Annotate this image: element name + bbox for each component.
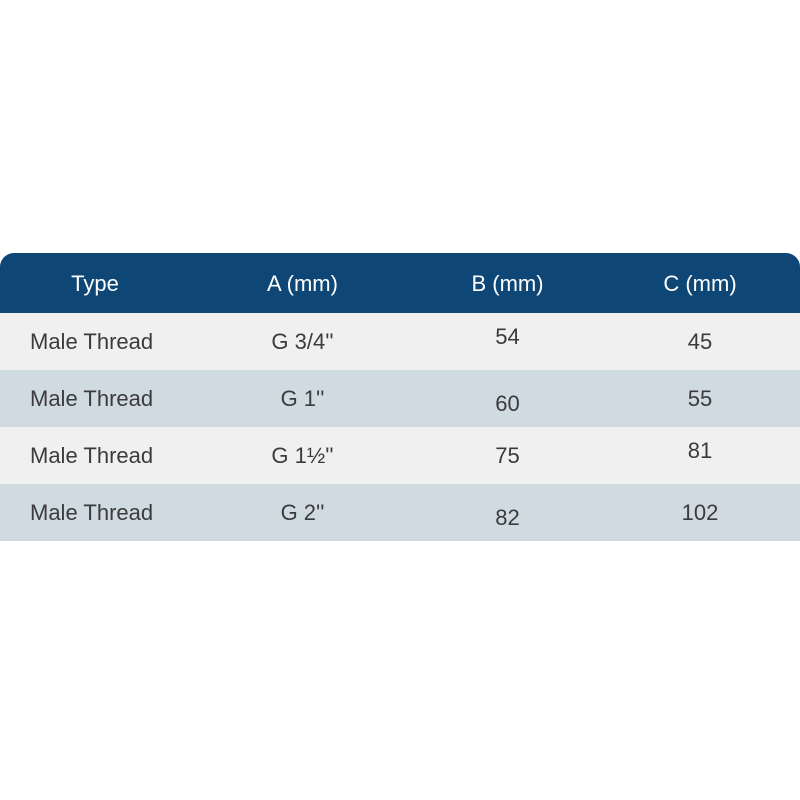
cell-b [415, 313, 600, 370]
cell-c [600, 370, 800, 427]
cell-a-text: G 1½'' [271, 442, 334, 468]
cell-c-text: 55 [687, 385, 713, 411]
header-type: Type [0, 253, 190, 313]
table-row [0, 484, 800, 541]
cell-a [190, 427, 415, 484]
table-row [0, 313, 800, 370]
cell-type-text: Male Thread [30, 442, 154, 468]
cell-a-text: G 1'' [280, 385, 325, 411]
cell-a [190, 484, 415, 541]
cell-type-text: Male Thread [30, 385, 154, 411]
cell-b [415, 427, 600, 484]
cell-type [0, 427, 190, 484]
header-row [0, 253, 800, 313]
spec-table [0, 253, 800, 541]
cell-type-text: Male Thread [30, 499, 154, 525]
cell-c [600, 313, 800, 370]
cell-b-text: 60 [495, 390, 520, 416]
header-b: B (mm) [415, 253, 600, 313]
header-a: A (mm) [190, 253, 415, 313]
cell-a [190, 370, 415, 427]
cell-a-text: G 3/4'' [271, 328, 334, 354]
cell-c-text: 102 [681, 499, 719, 525]
cell-b-text: 54 [495, 323, 520, 349]
cell-b [415, 484, 600, 541]
cell-a [190, 313, 415, 370]
cell-type [0, 313, 190, 370]
cell-type-text: Male Thread [30, 328, 154, 354]
header-c: C (mm) [600, 253, 800, 313]
cell-b-text: 75 [495, 442, 520, 468]
cell-b-text: 82 [495, 504, 520, 530]
cell-b [415, 370, 600, 427]
cell-type [0, 484, 190, 541]
cell-c-text: 81 [687, 437, 713, 463]
table-row [0, 370, 800, 427]
table-row [0, 427, 800, 484]
cell-type [0, 370, 190, 427]
cell-c-text: 45 [687, 328, 713, 354]
cell-c [600, 427, 800, 484]
cell-a-text: G 2'' [280, 499, 325, 525]
cell-c [600, 484, 800, 541]
